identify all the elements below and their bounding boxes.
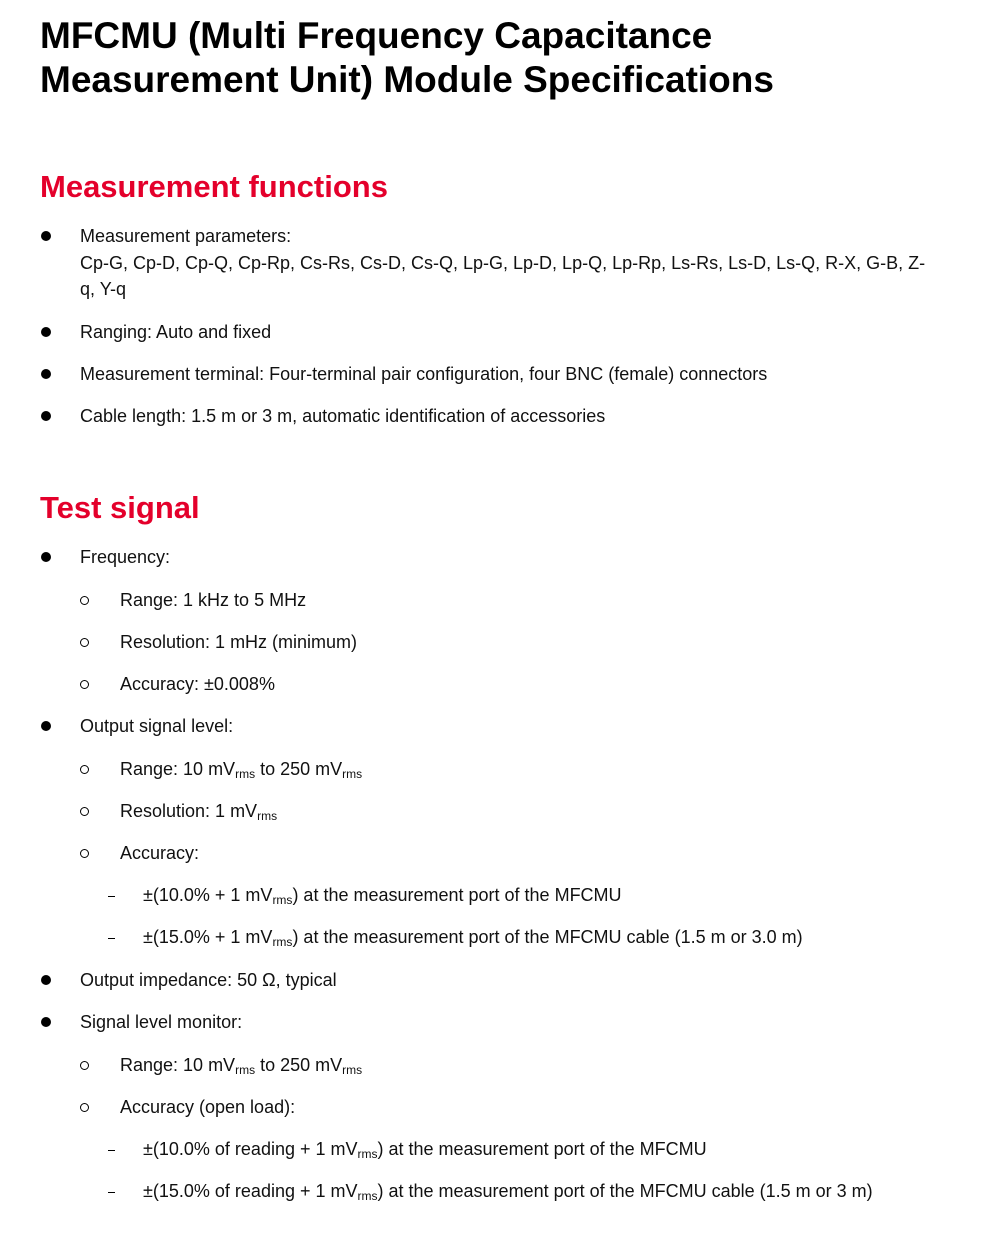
hollow-circle-bullet-icon: [80, 1103, 89, 1112]
filled-circle-bullet-icon: [41, 369, 51, 379]
unit-subscript: rms: [257, 809, 278, 823]
hollow-circle-bullet-icon: [80, 849, 89, 858]
output-level-resolution-text: Resolution: 1 mV: [120, 801, 258, 821]
accuracy-text-2: ) at the measurement port of the MFCMU: [292, 885, 622, 905]
unit-subscript: rms: [342, 1063, 363, 1077]
frequency-range: Range: 1 kHz to 5 MHz: [120, 590, 307, 610]
filled-circle-bullet-icon: [41, 975, 51, 985]
filled-circle-bullet-icon: [41, 411, 51, 421]
unit-subscript: rms: [342, 767, 363, 781]
accuracy-text-1: ±(15.0% of reading + 1 mV: [143, 1181, 358, 1201]
output-signal-level-label: Output signal level:: [80, 716, 234, 736]
hollow-circle-bullet-icon: [80, 680, 89, 689]
accuracy-text-2: ) at the measurement port of the MFCMU: [377, 1139, 707, 1159]
monitor-accuracy-cable: [143, 1178, 873, 1204]
filled-circle-bullet-icon: [41, 327, 51, 337]
output-level-accuracy-cable: [143, 924, 803, 950]
hollow-circle-bullet-icon: [80, 638, 89, 647]
ranging-item: Ranging: Auto and fixed: [80, 322, 272, 342]
accuracy-text-1: ±(10.0% of reading + 1 mV: [143, 1139, 358, 1159]
monitor-range: [120, 1052, 362, 1078]
output-level-accuracy-label: Accuracy:: [120, 843, 200, 863]
frequency-accuracy: Accuracy: ±0.008%: [120, 674, 275, 694]
document-title: MFCMU (Multi Frequency Capacitance Measurement Unit) Module Specifications: [40, 15, 774, 100]
accuracy-text-2: ) at the measurement port of the MFCMU cable (1.5 m or 3 m): [377, 1181, 873, 1201]
filled-circle-bullet-icon: [41, 1017, 51, 1027]
output-impedance-item: Output impedance: 50 Ω, typical: [80, 970, 337, 990]
unit-subscript: rms: [272, 935, 293, 949]
monitor-accuracy-mfcmu: [143, 1136, 707, 1162]
section-heading-test-signal: Test signal: [40, 490, 200, 525]
hollow-circle-bullet-icon: [80, 596, 89, 605]
output-level-range-text-1: Range: 10 mV: [120, 759, 236, 779]
filled-circle-bullet-icon: [41, 721, 51, 731]
output-level-accuracy-mfcmu: [143, 882, 622, 908]
unit-subscript: rms: [357, 1147, 378, 1161]
filled-circle-bullet-icon: [41, 231, 51, 241]
accuracy-text-1: ±(10.0% + 1 mV: [143, 885, 273, 905]
accuracy-text-1: ±(15.0% + 1 mV: [143, 927, 273, 947]
unit-subscript: rms: [272, 893, 293, 907]
dash-bullet-icon: [108, 938, 115, 939]
hollow-circle-bullet-icon: [80, 807, 89, 816]
cable-length-item: Cable length: 1.5 m or 3 m, automatic identification of accessories: [80, 406, 606, 426]
dash-bullet-icon: [108, 1150, 115, 1151]
frequency-label: Frequency:: [80, 547, 171, 567]
hollow-circle-bullet-icon: [80, 1061, 89, 1070]
unit-subscript: rms: [235, 1063, 256, 1077]
section-heading-measurement-functions: Measurement functions: [40, 169, 388, 204]
filled-circle-bullet-icon: [41, 552, 51, 562]
signal-level-monitor-label: Signal level monitor:: [80, 1012, 243, 1032]
monitor-range-text-2: to 250 mV: [255, 1055, 343, 1075]
unit-subscript: rms: [235, 767, 256, 781]
output-level-range-text-2: to 250 mV: [255, 759, 343, 779]
monitor-range-text-1: Range: 10 mV: [120, 1055, 236, 1075]
dash-bullet-icon: [108, 896, 115, 897]
output-level-range: [120, 756, 362, 782]
frequency-resolution: Resolution: 1 mHz (minimum): [120, 632, 358, 652]
hollow-circle-bullet-icon: [80, 765, 89, 774]
measurement-terminal-item: Measurement terminal: Four-terminal pair configuration, four BNC (female) connectors: [80, 364, 768, 384]
accuracy-text-2: ) at the measurement port of the MFCMU cable (1.5 m or 3.0 m): [292, 927, 803, 947]
measurement-parameters-list: Cp-G, Cp-D, Cp-Q, Cp-Rp, Cs-Rs, Cs-D, Cs-Q, Lp-G, Lp-D, Lp-Q, Lp-Rp, Ls-Rs, Ls-D, Ls-Q, R-X, G-B, Z-q, Y-q: [80, 253, 926, 299]
monitor-accuracy-label: Accuracy (open load):: [120, 1097, 296, 1117]
dash-bullet-icon: [108, 1192, 115, 1193]
unit-subscript: rms: [357, 1189, 378, 1203]
output-level-resolution: [120, 798, 277, 824]
measurement-parameters-label: Measurement parameters:: [80, 226, 292, 246]
